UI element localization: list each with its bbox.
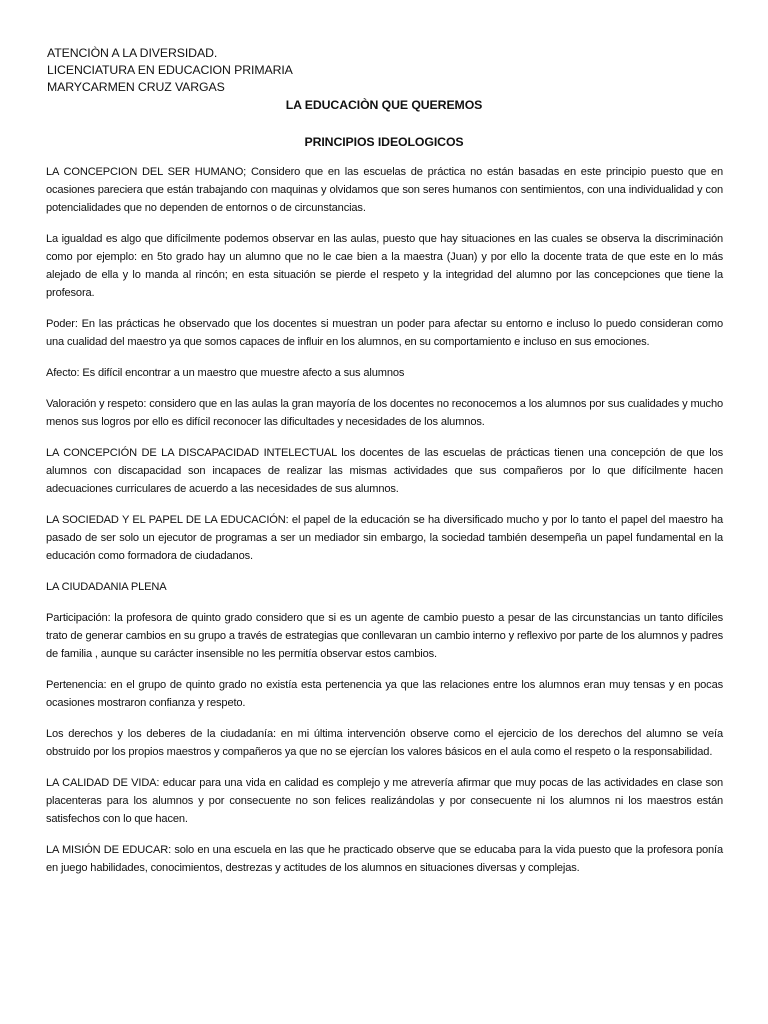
paragraph-afecto: Afecto: Es difícil encontrar a un maestro que muestre afecto a sus alumnos <box>46 367 405 379</box>
paragraph-poder: Poder: En las prácticas he observado que los docentes si muestran un poder para afectar su entorno e incluso lo puedo consideran como una cualidad del maestro ya que somos capaces de influir en los alumnos, en su comportamiento e incluso en sus emociones. <box>46 318 723 348</box>
header-program: LICENCIATURA EN EDUCACION PRIMARIA <box>47 63 293 77</box>
document-header <box>47 45 293 96</box>
paragraph-sociedad-educacion: LA SOCIEDAD Y EL PAPEL DE LA EDUCACIÓN: el papel de la educación se ha diversificado mucho y por lo tanto el papel del maestro ha pasado de ser solo un ejecutor de programas a ser un mediador sin embargo, la sociedad también desempeña un papel fundamental en la educación como formadora de ciudadanos. <box>46 514 723 562</box>
paragraph-concepcion-ser-humano: LA CONCEPCION DEL SER HUMANO; Considero que en las escuelas de práctica no están basadas en este principio puesto que en ocasiones pareciera que están trabajando con maquinas y olvidamos que son seres humanos con sentimientos, con una individualidad y con potencialidades que no dependen de entornos o de circunstancias. <box>46 166 723 214</box>
section-heading-ciudadania-plena: LA CIUDADANIA PLENA <box>46 581 167 593</box>
header-course: ATENCIÒN A LA DIVERSIDAD. <box>47 46 218 60</box>
document-subtitle: PRINCIPIOS IDEOLOGICOS <box>304 135 464 149</box>
paragraph-derechos-deberes: Los derechos y los deberes de la ciudadanía: en mi última intervención observe como el ejercicio de los derechos del alumno se veía obstruido por los propios maestros y compañeros ya que no se ejercían los valores básicos en el aula como el respeto o la responsabilidad. <box>46 728 723 758</box>
paragraph-valoracion-respeto: Valoración y respeto: considero que en las aulas la gran mayoría de los docentes no reconocemos a los alumnos por sus cualidades y mucho menos sus logros por ello es difícil reconocer las dificultades y necesidades de los alumnos. <box>46 398 723 428</box>
paragraph-pertenencia: Pertenencia: en el grupo de quinto grado no existía esta pertenencia ya que las relaciones entre los alumnos eran muy tensas y en pocas ocasiones mostraron confianza y respeto. <box>46 679 723 709</box>
document-title: LA EDUCACIÒN QUE QUEREMOS <box>285 98 483 112</box>
document-body <box>46 163 723 890</box>
paragraph-discapacidad-intelectual: LA CONCEPCIÓN DE LA DISCAPACIDAD INTELECTUAL los docentes de las escuelas de prácticas tienen una concepción de que los alumnos con discapacidad son incapaces de realizar las mismas actividades que sus compañeros por lo que difícilmente hacen adecuaciones curriculares de acuerdo a las necesidades de sus alumnos. <box>46 447 723 495</box>
header-author: MARYCARMEN CRUZ VARGAS <box>47 80 225 94</box>
paragraph-mision-de-educar: LA MISIÓN DE EDUCAR: solo en una escuela en las que he practicado observe que se educaba para la vida puesto que la profesora ponía en juego habilidades, conocimientos, destrezas y actitudes de los alumnos en situaciones diversas y complejas. <box>46 844 723 874</box>
paragraph-calidad-de-vida: LA CALIDAD DE VIDA: educar para una vida en calidad es complejo y me atrevería afirmar que muy pocas de las actividades en clase son placenteras para los alumnos y por consecuente no son felices realizándolas y por consecuente ni los alumnos ni los maestros están satisfechos con lo que hacen. <box>46 777 723 825</box>
paragraph-igualdad: La igualdad es algo que difícilmente podemos observar en las aulas, puesto que hay situaciones en las cuales se observa la discriminación como por ejemplo: en 5to grado hay un alumno que no le cae bien a la maestra (Juan) y por ello la docente trata de que este en lo más alejado de ella y lo manda al rincón; en esta situación se pierde el respeto y la integridad del alumno por las concepciones que tiene la profesora. <box>46 233 723 299</box>
paragraph-participacion: Participación: la profesora de quinto grado considero que si es un agente de cambio puesto a pesar de las circunstancias un tanto difíciles trato de generar cambios en su grupo a través de estrategias que conllevaran un cambio interno y reflexivo por parte de los alumnos y padres de familia , aunque su carácter insensible no les permitía observar estos cambios. <box>46 612 723 660</box>
